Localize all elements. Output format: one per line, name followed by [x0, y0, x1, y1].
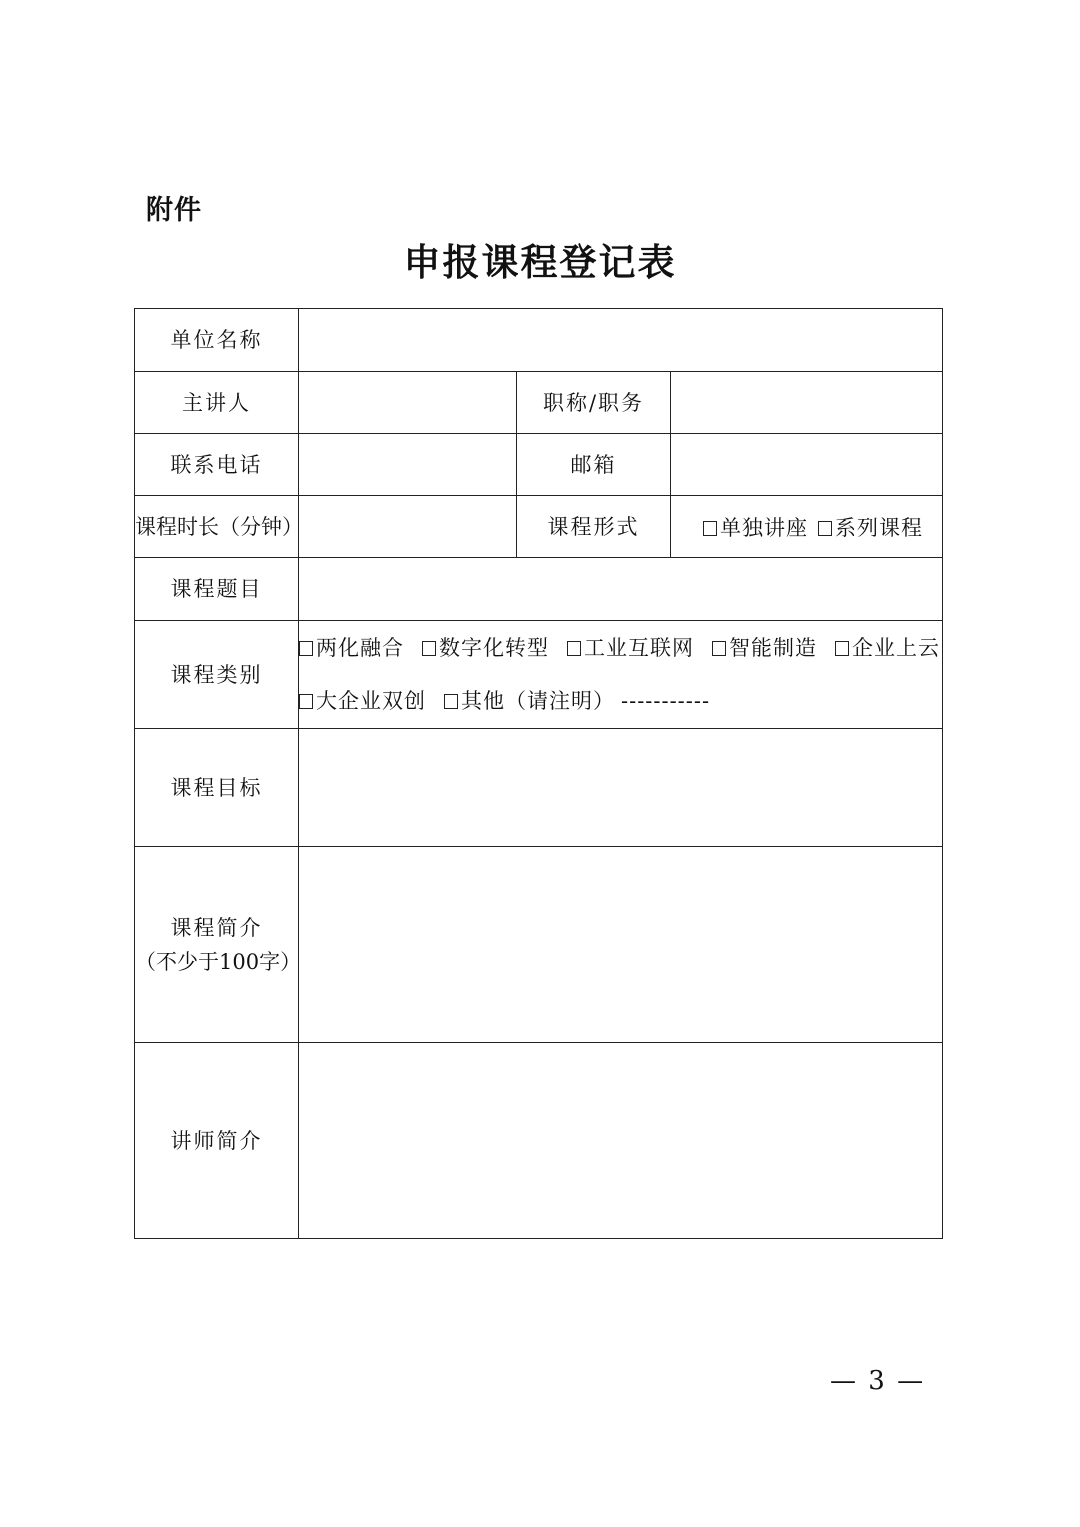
position-field[interactable] [671, 372, 943, 434]
checkbox-icon[interactable] [299, 641, 313, 656]
position-label: 职称/职务 [517, 372, 671, 434]
checkbox-icon[interactable] [818, 521, 832, 536]
category-option[interactable]: 智能制造 [712, 636, 817, 660]
checkbox-icon[interactable] [422, 641, 436, 656]
intro-field[interactable] [299, 847, 943, 1043]
intro-note: （不少于100字） [135, 949, 302, 974]
checkbox-icon[interactable] [567, 641, 581, 656]
row-goal [135, 729, 943, 847]
teacher-intro-label: 讲师简介 [135, 1043, 299, 1239]
row-contact [135, 434, 943, 496]
checkbox-icon[interactable] [835, 641, 849, 656]
intro-label: 课程简介 [170, 915, 263, 940]
category-options [299, 621, 943, 729]
row-lecturer [135, 372, 943, 434]
topic-field[interactable] [299, 558, 943, 621]
category-option[interactable]: 数字化转型 [422, 636, 549, 660]
category-option[interactable]: 企业上云 [835, 636, 940, 660]
email-label: 邮箱 [517, 434, 671, 496]
unit-name-field[interactable] [299, 309, 943, 372]
email-field[interactable] [671, 434, 943, 496]
teacher-intro-field[interactable] [299, 1043, 943, 1239]
lecturer-field[interactable] [299, 372, 517, 434]
row-duration [135, 496, 943, 558]
row-teacher-intro [135, 1043, 943, 1239]
checkbox-icon[interactable] [444, 694, 458, 709]
phone-label: 联系电话 [135, 434, 299, 496]
goal-label: 课程目标 [135, 729, 299, 847]
format-label: 课程形式 [517, 496, 671, 558]
other-blank[interactable]: ----------- [621, 688, 711, 713]
checkbox-icon[interactable] [299, 694, 313, 709]
lecturer-label: 主讲人 [135, 372, 299, 434]
row-category [135, 621, 943, 729]
category-option[interactable]: 工业互联网 [567, 636, 694, 660]
category-label: 课程类别 [135, 621, 299, 729]
duration-field[interactable] [299, 496, 517, 558]
goal-field[interactable] [299, 729, 943, 847]
category-option[interactable]: 大企业双创 [299, 689, 426, 713]
checkbox-icon[interactable] [703, 521, 717, 536]
checkbox-icon[interactable] [712, 641, 726, 656]
page-number: — 3 — [830, 1366, 926, 1396]
duration-label: 课程时长（分钟） [135, 496, 299, 558]
phone-field[interactable] [299, 434, 517, 496]
row-unit-name [135, 309, 943, 372]
row-topic [135, 558, 943, 621]
topic-label: 课程题目 [135, 558, 299, 621]
category-option[interactable]: 两化融合 [299, 636, 404, 660]
registration-form-table [134, 308, 943, 1239]
format-option[interactable]: 系列课程 [818, 516, 923, 540]
page-title: 申报课程登记表 [403, 240, 677, 284]
format-options [671, 496, 943, 558]
attachment-label: 附件 [146, 195, 202, 226]
unit-name-label: 单位名称 [135, 309, 299, 372]
row-intro [135, 847, 943, 1043]
category-option-other[interactable]: 其他（请注明） [444, 689, 615, 713]
intro-label-cell [135, 847, 302, 1043]
format-option[interactable]: 单独讲座 [703, 516, 808, 540]
